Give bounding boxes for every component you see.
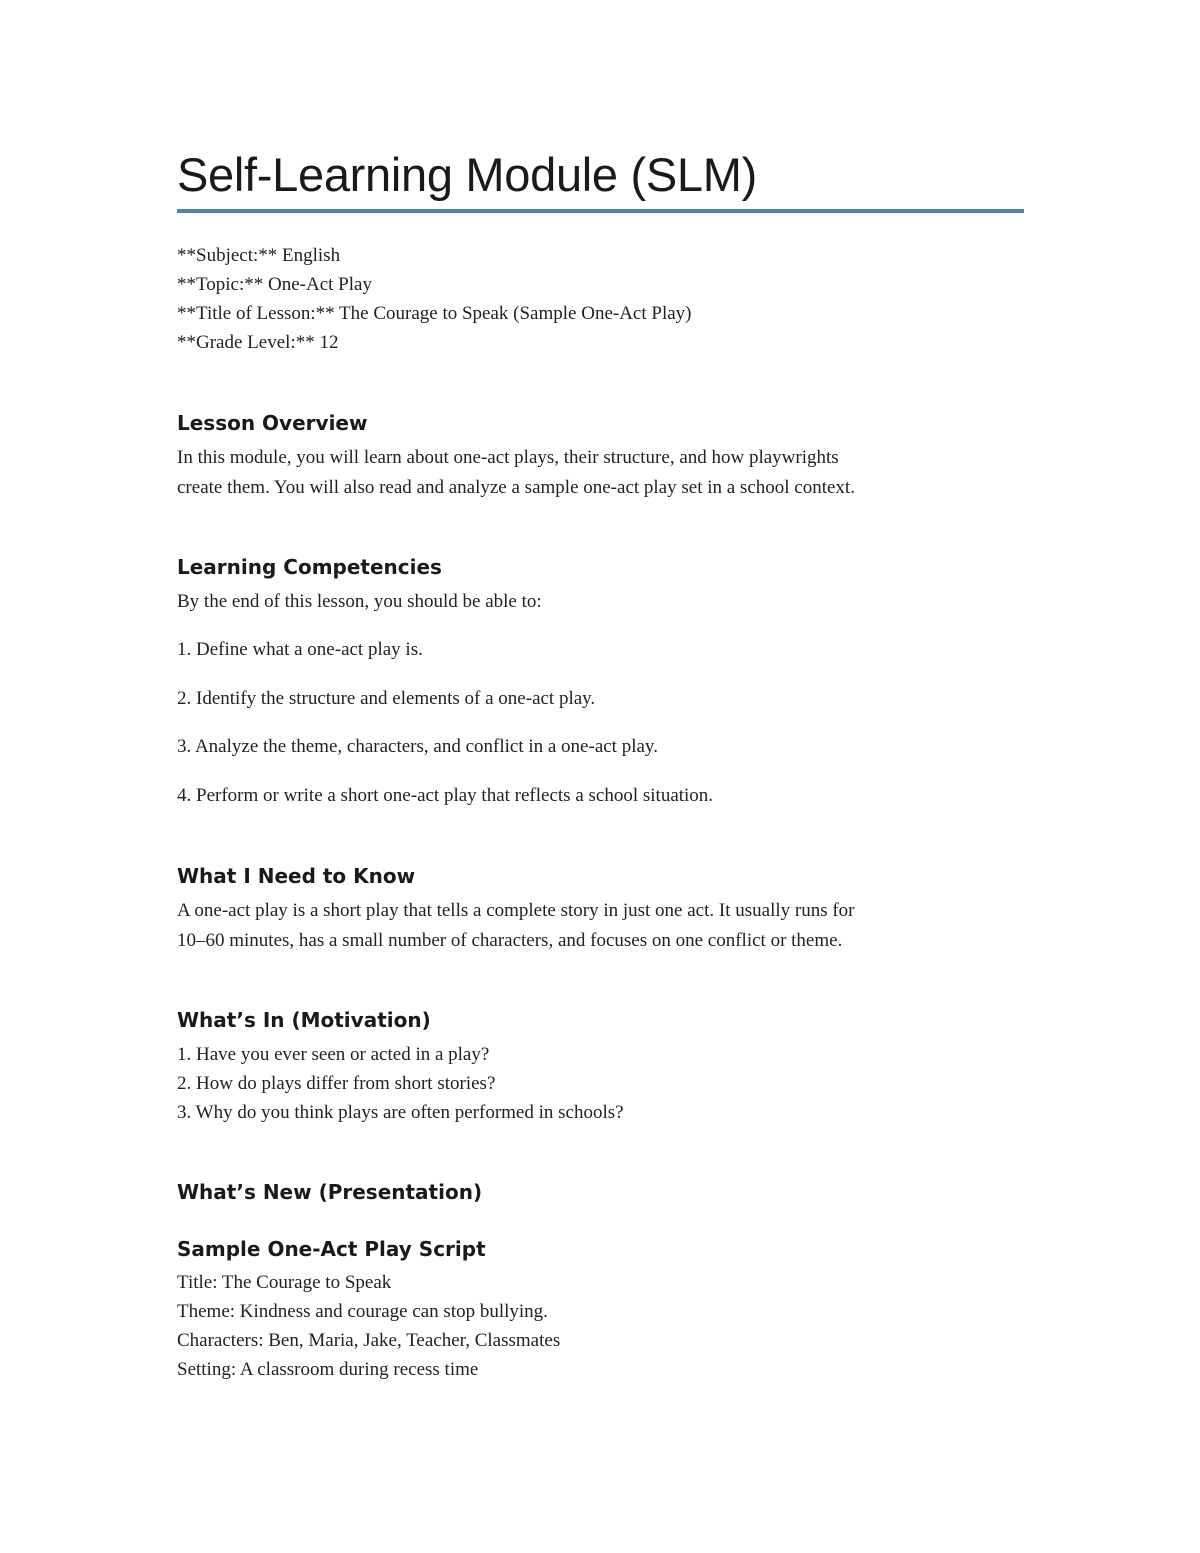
whats-in-item: 3. Why do you think plays are often performed in schools? bbox=[177, 1102, 624, 1123]
meta-grade-level: **Grade Level:** 12 bbox=[177, 332, 339, 353]
whats-in-heading: What’s In (Motivation) bbox=[177, 1008, 431, 1032]
overview-heading: Lesson Overview bbox=[177, 411, 368, 435]
script-characters-line: Characters: Ben, Maria, Jake, Teacher, Classmates bbox=[177, 1330, 561, 1351]
whats-in-list bbox=[177, 1040, 1024, 1127]
overview-line: create them. You will also read and analyze a sample one-act play set in a school context. bbox=[177, 477, 855, 498]
need-to-know-line: 10–60 minutes, has a small number of characters, and focuses on one conflict or theme. bbox=[177, 930, 843, 951]
whats-in-item: 2. How do plays differ from short stories? bbox=[177, 1073, 496, 1094]
competencies-heading: Learning Competencies bbox=[177, 555, 442, 579]
whats-new-heading: What’s New (Presentation) bbox=[177, 1180, 483, 1204]
script-theme-line: Theme: Kindness and courage can stop bullying. bbox=[177, 1301, 548, 1322]
competency-item: 4. Perform or write a short one-act play that reflects a school situation. bbox=[177, 785, 714, 806]
meta-topic: **Topic:** One-Act Play bbox=[177, 274, 372, 295]
need-to-know-heading: What I Need to Know bbox=[177, 864, 416, 888]
title-underline bbox=[177, 209, 1024, 213]
competency-item: 1. Define what a one-act play is. bbox=[177, 639, 423, 660]
script-heading: Sample One-Act Play Script bbox=[177, 1237, 486, 1261]
overview-line: In this module, you will learn about one-act plays, their structure, and how playwrights bbox=[177, 447, 839, 468]
competency-item: 2. Identify the structure and elements of a one-act play. bbox=[177, 688, 596, 709]
script-setting-line: Setting: A classroom during recess time bbox=[177, 1359, 479, 1380]
need-to-know-line: A one-act play is a short play that tells a complete story in just one act. It usually runs for bbox=[177, 900, 855, 921]
overview-text bbox=[177, 443, 1024, 503]
whats-in-item: 1. Have you ever seen or acted in a play? bbox=[177, 1044, 490, 1065]
competency-item: 3. Analyze the theme, characters, and conflict in a one-act play. bbox=[177, 736, 658, 757]
competencies-intro: By the end of this lesson, you should be able to: bbox=[177, 591, 542, 612]
script-details bbox=[177, 1268, 1024, 1384]
script-title-line: Title: The Courage to Speak bbox=[177, 1272, 392, 1293]
lesson-meta bbox=[177, 241, 1024, 357]
need-to-know-text bbox=[177, 896, 1024, 956]
meta-subject: **Subject:** English bbox=[177, 245, 341, 266]
meta-lesson-title: **Title of Lesson:** The Courage to Speak (Sample One-Act Play) bbox=[177, 303, 692, 324]
document-title: Self-Learning Module (SLM) bbox=[177, 148, 757, 201]
